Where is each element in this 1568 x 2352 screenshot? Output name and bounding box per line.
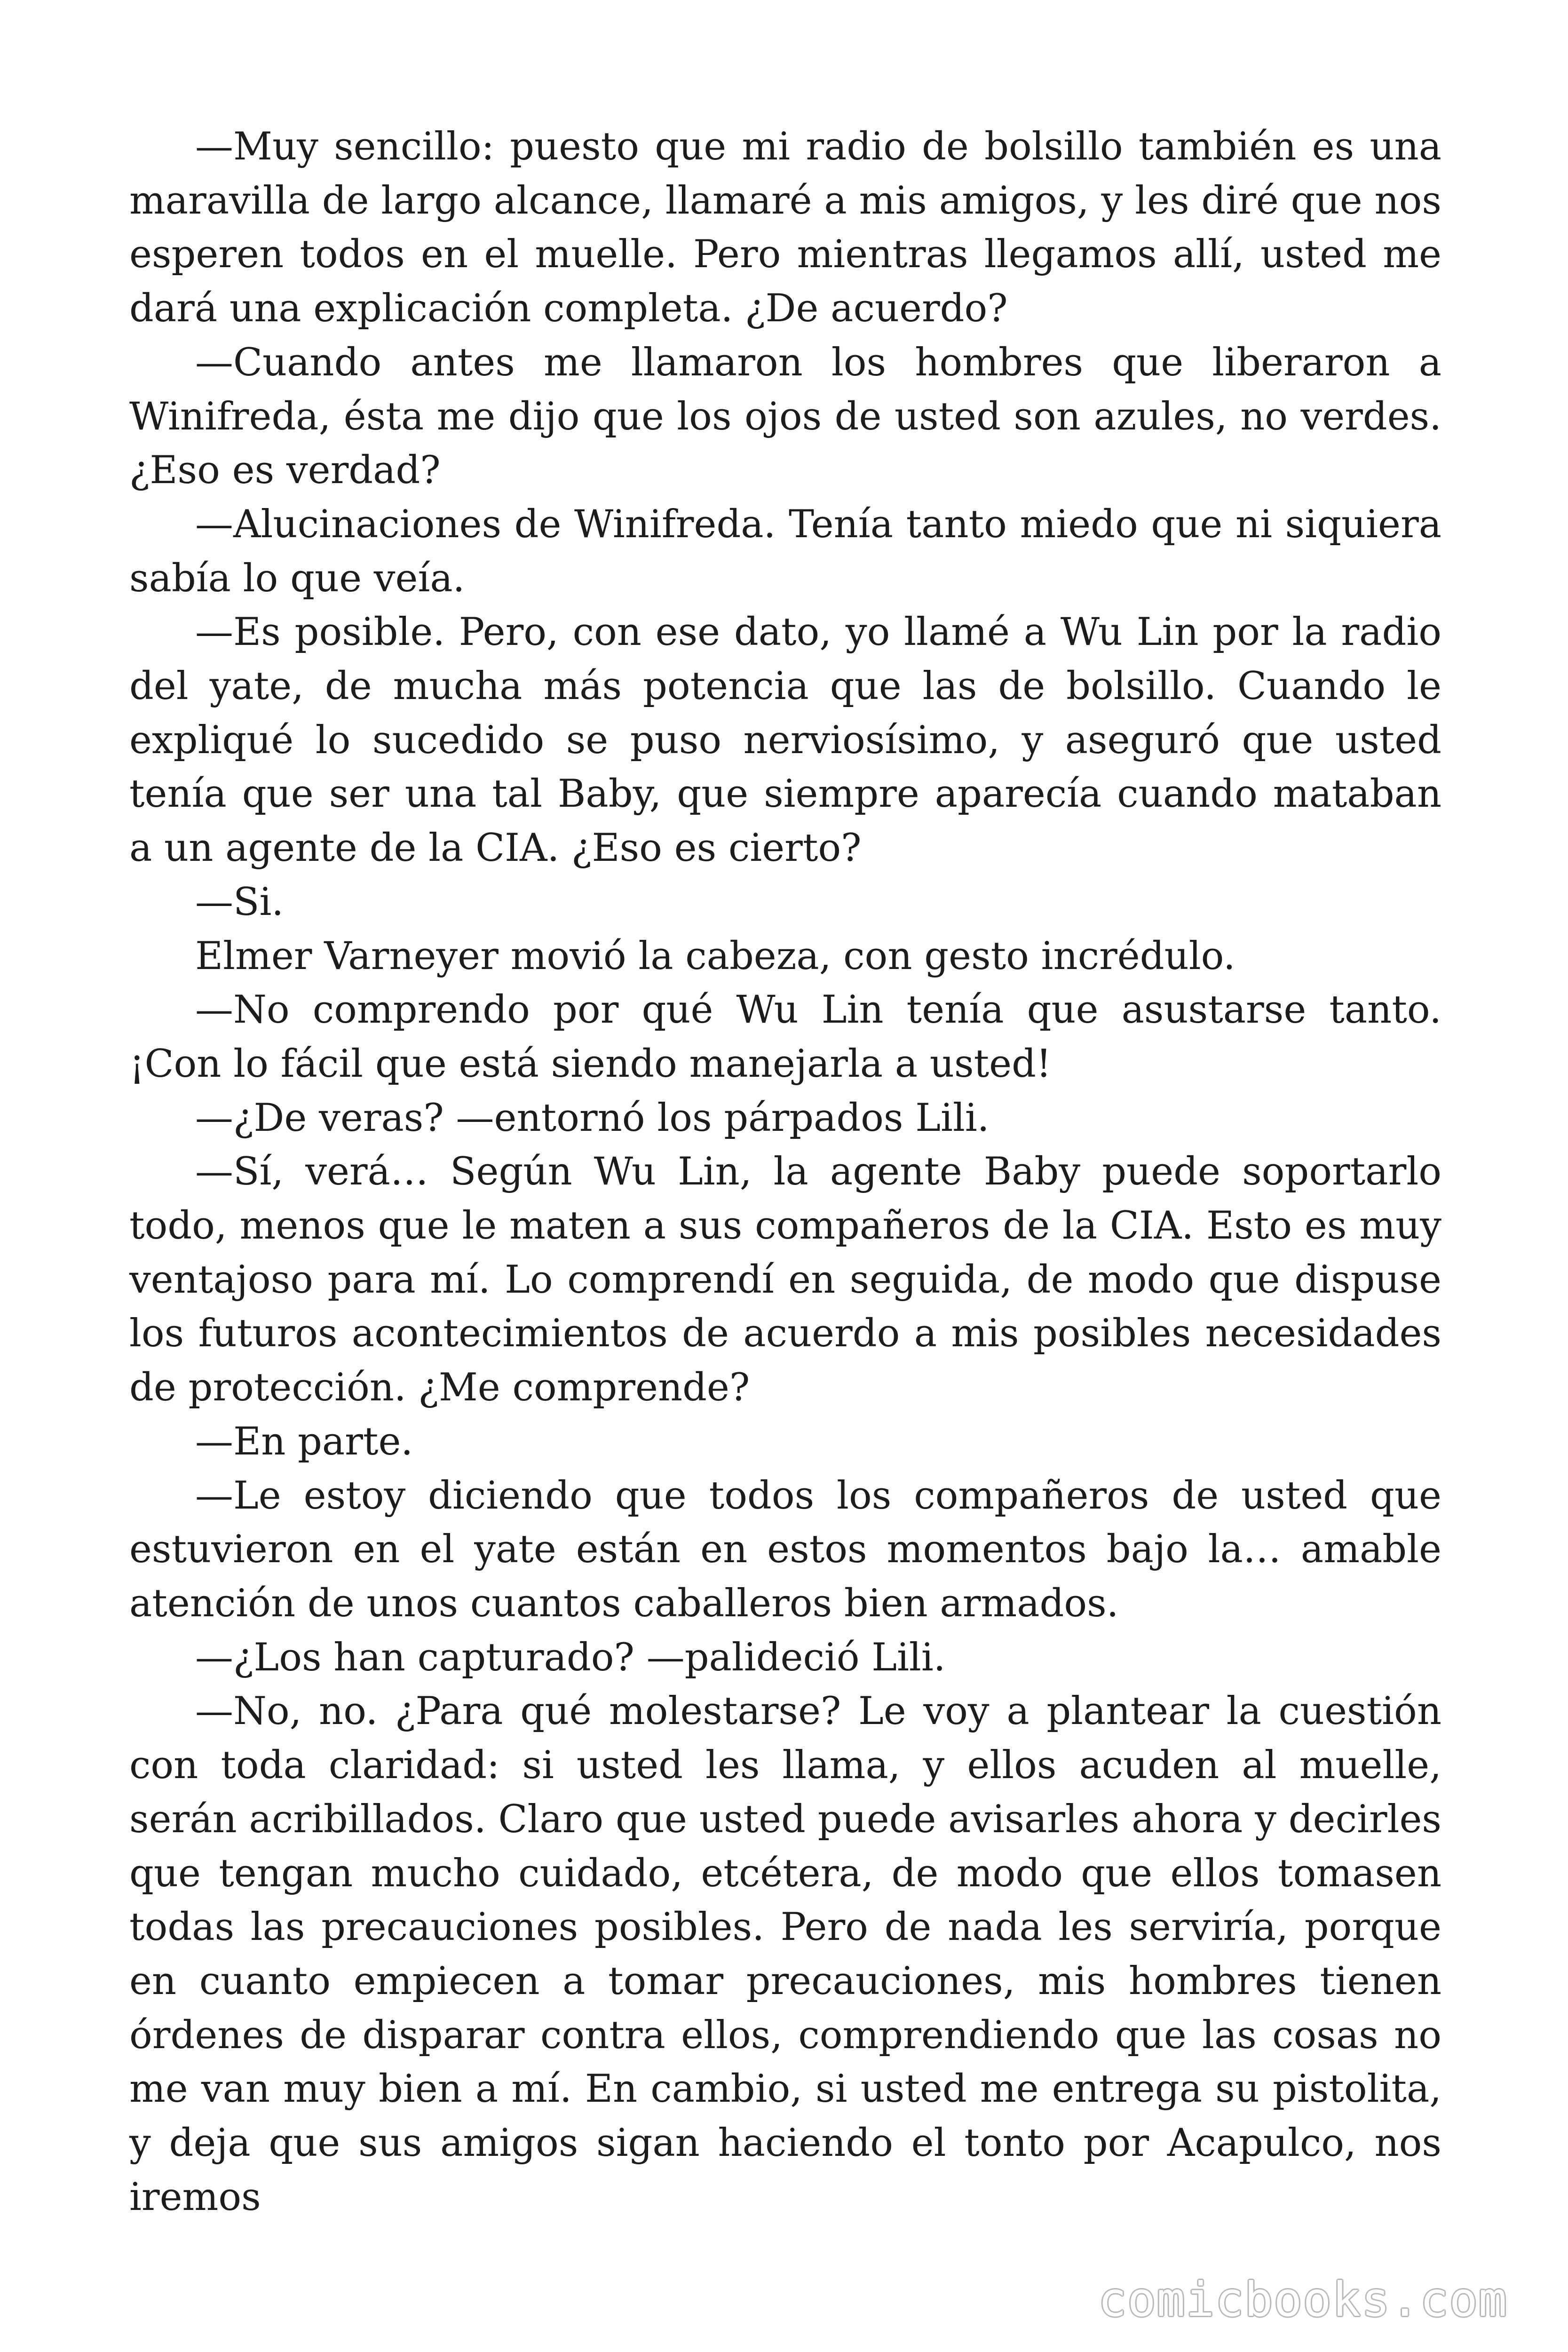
page-body [129,120,1441,2224]
paragraph-5: —Si. [195,880,284,924]
paragraph-2: —Cuando antes me llamaron los hombres que liberaron a Winifreda, ésta me dijo que los ojos de usted son azules, no verdes. ¿Eso es verdad? [129,340,1441,493]
paragraph-11: —Le estoy diciendo que todos los compañeros de usted que estuvieron en el yate están en estos momentos bajo la… amable atención de unos cuantos caballeros bien armados. [129,1473,1441,1626]
paragraph-7: —No comprendo por qué Wu Lin tenía que asustarse tanto. ¡Con lo fácil que está siendo manejarla a usted! [129,988,1441,1086]
paragraph-10: —En parte. [195,1419,413,1464]
watermark-text: comicbooks.com [1098,2272,1508,2327]
paragraph-13: —No, no. ¿Para qué molestarse? Le voy a plantear la cuestión con toda claridad: si usted les llama, y ellos acuden al muelle, serán acribillados. Claro que usted puede avisarles ahora y decirles que tengan mucho cuidado, etcétera, de modo que ellos tomasen todas las precauciones posibles. Pero de nada les serviría, porque en cuanto empiecen a tomar precauciones, mis hombres tienen órdenes de disparar contra ellos, comprendiendo que las cosas no me van muy bien a mí. En cambio, si usted me entrega su pistolita, y deja que sus amigos sigan haciendo el tonto por Acapulco, nos iremos [129,1689,1441,2219]
paragraph-6: Elmer Varneyer movió la cabeza, con gesto incrédulo. [195,934,1235,978]
paragraph-12: —¿Los han capturado? —palideció Lili. [195,1635,946,1680]
paragraph-1: —Muy sencillo: puesto que mi radio de bolsillo también es una maravilla de largo alcance, llamaré a mis amigos, y les diré que nos esperen todos en el muelle. Pero mientras llegamos allí, usted me dará una explicación completa. ¿De acuerdo? [129,125,1441,331]
paragraph-9: —Sí, verá… Según Wu Lin, la agente Baby puede soportarlo todo, menos que le maten a sus compañeros de la CIA. Esto es muy ventajoso para mí. Lo comprendí en seguida, de modo que dispuse los futuros acontecimientos de acuerdo a mis posibles necesidades de protección. ¿Me comprende? [129,1150,1441,1410]
paragraph-4: —Es posible. Pero, con ese dato, yo llamé a Wu Lin por la radio del yate, de mucha más potencia que las de bolsillo. Cuando le expliqué lo sucedido se puso nerviosísimo, y aseguró que usted tenía que ser una tal Baby, que siempre aparecía cuando mataban a un agente de la CIA. ¿Eso es cierto? [129,610,1441,871]
paragraph-3: —Alucinaciones de Winifreda. Tenía tanto miedo que ni siquiera sabía lo que veía. [129,502,1441,601]
paragraph-8: —¿De veras? —entornó los párpados Lili. [195,1096,990,1140]
